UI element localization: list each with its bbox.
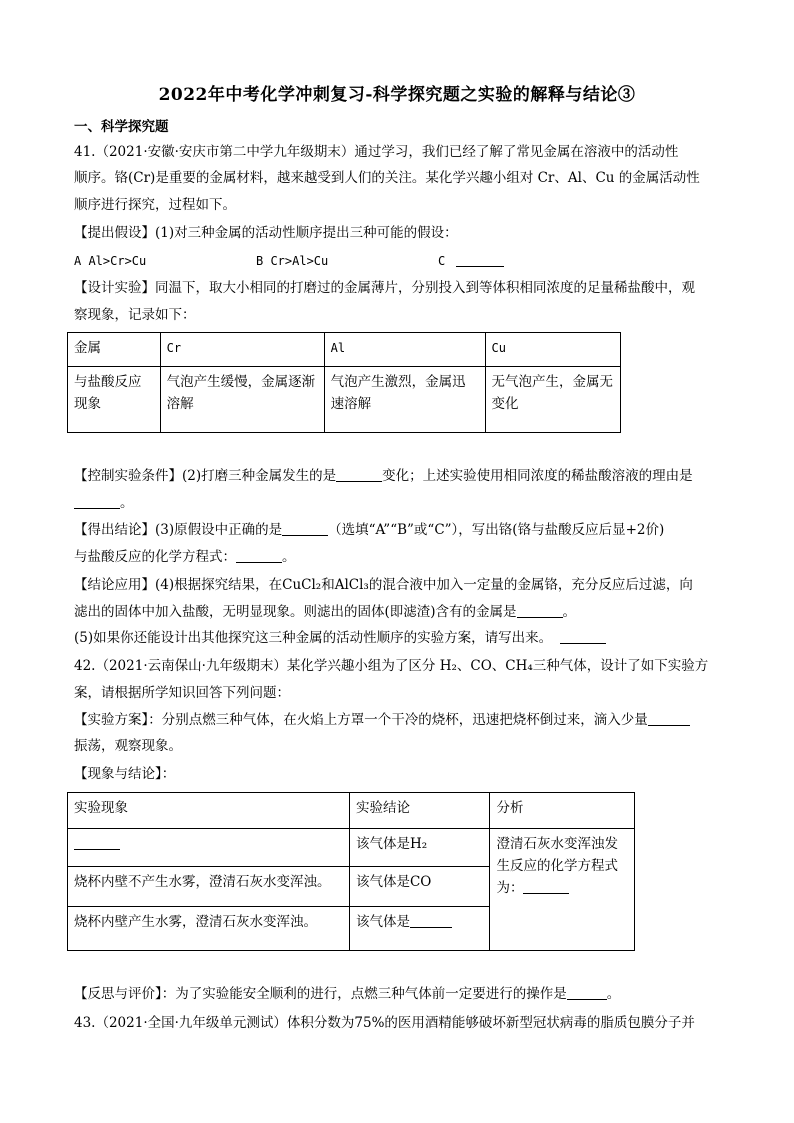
q41-blank-4[interactable] xyxy=(517,603,563,618)
section-heading: 一、科学探究题 xyxy=(74,119,169,135)
q41-option-c-blank[interactable] xyxy=(456,252,504,267)
q41-hypothesis: 【提出假设】(1)对三种金属的活动性顺序提出三种可能的假设： xyxy=(74,225,458,241)
q41-blank-3a[interactable] xyxy=(282,521,328,536)
q42-line-2: 案，请根据所学知识回答下列问题： xyxy=(74,685,290,701)
q42-blank-equation[interactable] xyxy=(523,879,569,894)
q42-row3-phenomenon: 烧杯内壁产生水雾，澄清石灰水变浑浊。 xyxy=(68,907,350,951)
q41-option-a: A Al>Cr>Cu xyxy=(74,254,147,268)
q41-table xyxy=(67,332,621,433)
q41-cell: 气泡产生激烈，金属迅速溶解 xyxy=(324,367,485,433)
q42-plan: 【实验方案】：分别点燃三种气体，在火焰上方罩一个干冷的烧杯，迅速把烧杯倒过来，滴入少量 xyxy=(74,712,648,728)
q42-header-conclusion: 实验结论 xyxy=(349,793,489,829)
q42-line-1: 42.（2021·云南保山·九年级期末）某化学兴趣小组为了区分 H₂、CO、CH₄三种气体，设计了如下实验方 xyxy=(74,658,709,674)
q41-conclusion-text-2: （选填“A”“B”或“C”），写出铬(铬与盐酸反应后显+2价) xyxy=(328,522,665,538)
q42-analysis-1: 澄清石灰水变浑浊发 xyxy=(496,836,618,852)
q42-blank-1[interactable] xyxy=(648,711,690,726)
q42-row3-conclusion xyxy=(349,907,489,951)
document-title: 2022年中考化学冲刺复习-科学探究题之实验的解释与结论③ xyxy=(158,85,636,105)
q41-equation-text: 与盐酸反应的化学方程式： xyxy=(74,549,236,565)
q41-control-text-2: 变化；上述实验使用相同浓度的稀盐酸溶液的理由是 xyxy=(382,468,693,484)
q42-row3-text: 该气体是 xyxy=(355,914,410,930)
q41-conclusion-text: 【得出结论】(3)原假设中正确的是 xyxy=(74,522,283,538)
q41-line-1: 41.（2021·安徽·安庆市第二中学九年级期末）通过学习，我们已经了解了常见金属在溶液中的活动性 xyxy=(74,144,679,160)
q41-blank-2b[interactable] xyxy=(74,494,120,509)
q42-analysis-3: 为： xyxy=(496,880,524,896)
q42-phenomenon-heading: 【现象与结论】： xyxy=(74,766,176,782)
q41-cell: 无气泡产生，金属无变化 xyxy=(485,367,620,433)
q41-blank-3b[interactable] xyxy=(236,548,282,563)
q41-control-text: 【控制实验条件】(2)打磨三种金属发生的是 xyxy=(74,468,337,484)
q41-blank-5[interactable] xyxy=(560,629,606,644)
q42-row2-phenomenon: 烧杯内壁不产生水雾，澄清石灰水变浑浊。 xyxy=(68,867,350,907)
q42-reflection-period: 。 xyxy=(606,986,621,1002)
q41-cell: Al xyxy=(324,333,485,367)
q42-row2-conclusion: 该气体是CO xyxy=(349,867,489,907)
q41-period: 。 xyxy=(120,495,134,511)
q41-cell: Cr xyxy=(160,333,324,367)
q42-reflection: 【反思与评价】：为了实验能安全顺利的进行，点燃三种气体前一定要进行的操作是 xyxy=(74,986,567,1002)
q42-blank-gas[interactable] xyxy=(410,913,452,928)
q43-line-1: 43.（2021·全国·九年级单元测试）体积分数为75%的医用酒精能够破坏新型冠状病毒的脂质包膜分子并 xyxy=(74,1015,695,1031)
q41-option-b: B Cr>Al>Cu xyxy=(256,254,329,268)
q41-line-3: 顺序进行探究，过程如下。 xyxy=(74,197,236,213)
q42-blank-phenomenon[interactable] xyxy=(74,835,120,850)
q41-line-2: 顺序。铬(Cr)是重要的金属材料，越来越受到人们的关注。某化学兴趣小组对 Cr、Al、Cu 的金属活动性 xyxy=(74,170,700,186)
q41-design-other: (5)如果你还能设计出其他探究这三种金属的活动性顺序的实验方案，请写出来。 xyxy=(74,630,553,646)
q41-blank-2a[interactable] xyxy=(336,467,382,482)
q41-application: 【结论应用】(4)根据探究结果，在CuCl₂和AlCl₃的混合液中加入一定量的金属铬，充分反应后过滤，向 xyxy=(74,577,693,593)
q41-application-period: 。 xyxy=(562,604,577,620)
q42-analysis-2: 生反应的化学方程式 xyxy=(496,858,618,874)
q41-cell: 金属 xyxy=(68,333,161,367)
q41-design: 【设计实验】同温下，取大小相同的打磨过的金属薄片，分别投入到等体积相同浓度的足量稀盐酸中，观 xyxy=(74,280,695,296)
q42-row1-phenomenon xyxy=(68,829,350,867)
q42-analysis-cell xyxy=(490,829,635,951)
q41-application-2: 滤出的固体中加入盐酸，无明显现象。则滤出的固体(即滤渣)含有的金属是 xyxy=(74,604,517,620)
q41-cell: Cu xyxy=(485,333,620,367)
q41-design-2: 察现象，记录如下： xyxy=(74,307,196,323)
q42-row1-conclusion: 该气体是H₂ xyxy=(349,829,489,867)
q41-equation-period: 。 xyxy=(282,549,296,565)
q42-header-phenomenon: 实验现象 xyxy=(68,793,350,829)
q42-header-analysis: 分析 xyxy=(490,793,635,829)
q42-plan-2: 振荡，观察现象。 xyxy=(74,738,182,754)
q41-option-c: C xyxy=(438,254,446,268)
q41-cell: 与盐酸反应现象 xyxy=(68,367,161,433)
q42-table xyxy=(67,792,635,951)
q41-cell: 气泡产生缓慢，金属逐渐溶解 xyxy=(160,367,324,433)
q42-blank-reflection[interactable] xyxy=(567,985,607,1000)
